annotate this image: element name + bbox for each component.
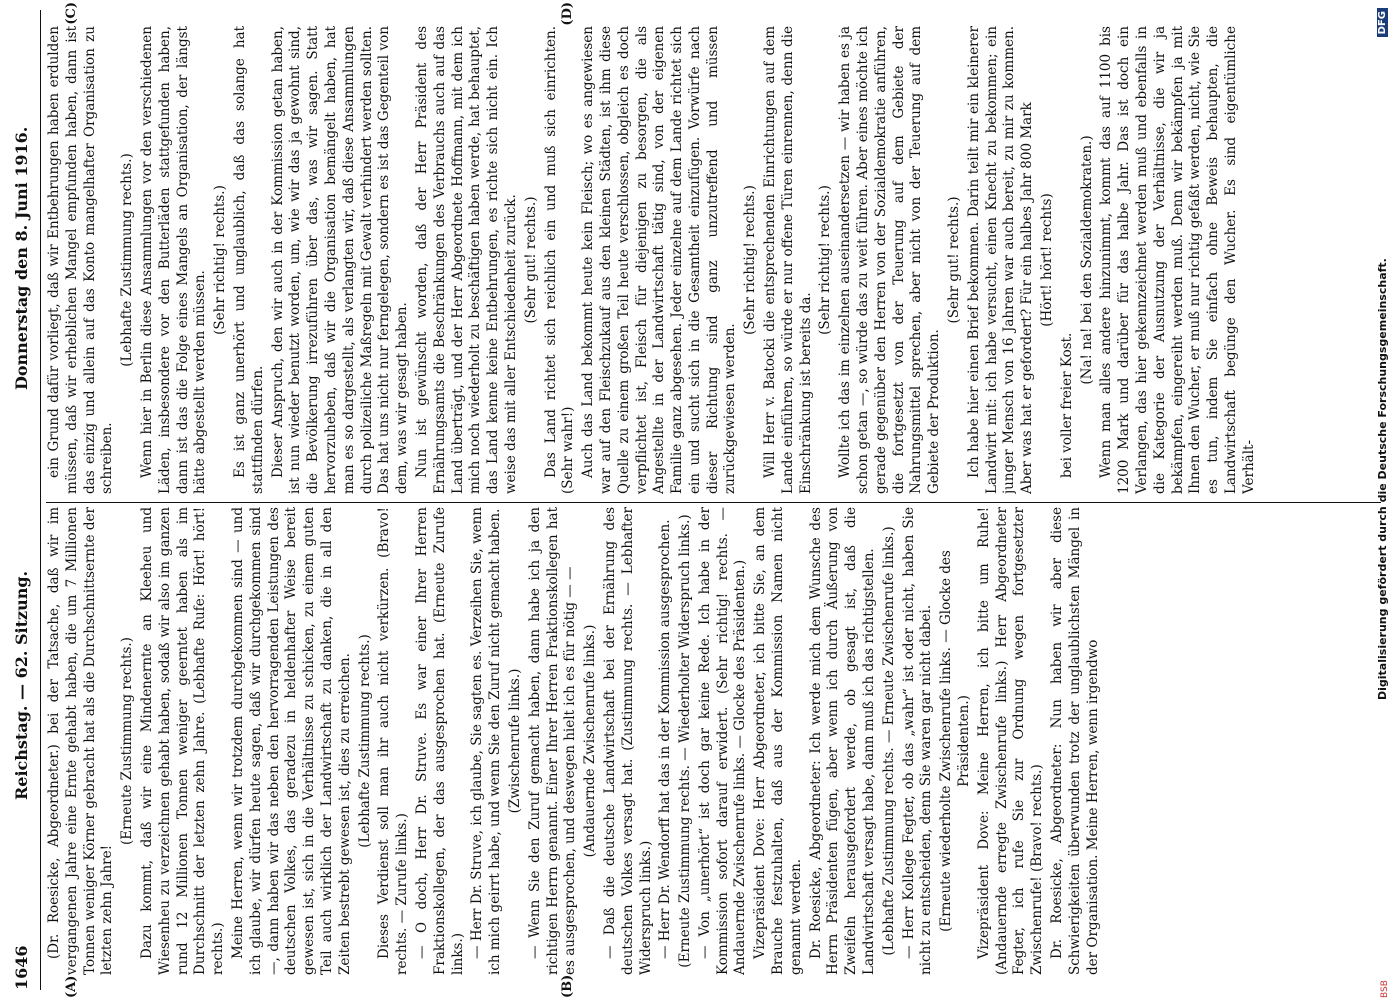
paragraph: (Andauernde Zwischenrufe links.) — [582, 624, 599, 858]
paragraph: (Erneute Zustimmung rechts.) — [119, 637, 136, 845]
page-header — [12, 10, 40, 990]
paragraph: Wenn hier in Berlin diese Ansammlungen vor den verschiedenen Läden, insbesondere vor den Butterläden stattgefunden haben, dann ist das die Folge eines Mangels an Organisation, der längst hätte abgestellt werden müssen. — [138, 26, 209, 494]
paragraph: Ich habe hier einen Brief bekommen. Darin teilt mir ein kleinerer Landwirt mit: ich habe versucht, einen Knecht zu bekommen; ein junger Mensch von 16 Jahren war auch bereit, zu mir zu kommen. Aber was hat er gefordert? Für ein halbes Jahr 800 Mark — [965, 26, 1036, 494]
digitization-note: Digitalisierung gefördert durch die Deutsche Forschungsgemeinschaft. — [1376, 258, 1389, 700]
paragraph: bei voller freier Kost. — [1058, 332, 1075, 478]
paragraph: (Lebhafte Zustimmung rechts.) — [119, 153, 136, 367]
page-number: 1646 — [12, 945, 31, 990]
paragraph: Dieser Anspruch, den wir auch in der Kommission getan haben, ist nun wieder benutzt worden, um, wie wir das ja gewohnt sind, die Bevölkerung irrezuführen über das, was wir sagen. Statt hervorzuheben, daß wir die Organisation bemängelt haben, hat man es so dargestellt, als verlangten wir, daß diese Ansammlungen durch polizeiliche Maßregeln mit Gewalt verhindert werden sollten. Das hat uns nicht nur ferngelegen, sondern es ist das Gegenteil von dem, was wir gesagt haben. — [269, 26, 411, 494]
paragraph: — Herr Dr. Struve, ich glaube, Sie sagten es. Verzeihen Sie, wenn ich mich geirrt habe, und wenn Sie den Zuruf nicht gemacht haben. — [469, 507, 504, 975]
paragraph: (Sehr richtig! rechts.) — [817, 185, 834, 335]
paragraph: (Sehr gut! rechts.) — [522, 196, 539, 324]
header-date: Donnerstag den 8. Juni 1916. — [12, 126, 31, 390]
text-column-left — [46, 507, 1381, 975]
margin-marker-a: (A) — [64, 975, 79, 998]
margin-marker-d: (D) — [560, 2, 575, 26]
paragraph: Vizepräsident Dove: Herr Abgeordneter, ich bitte Sie, an dem Brauche festzuhalten, daß aus der Kommission Namen nicht genannt werden. — [752, 507, 804, 975]
paragraph: Wenn man alles andere hinzunimmt, kommt das auf 1100 bis 1200 Mark und darüber für das halbe Jahr. Das ist doch ein Verlangen, das hier gekennzeichnet werden muß und ebenfalls in die Kategorie der Ausnutzung der Verhältnisse, die wir ja bekämpfen, eingereiht werden muß. Denn wir bekämpfen ja mit Ihnen den Wucher, er muß nur richtig gefaßt werden, nicht, wie Sie es tun, indem Sie einfach ohne Beweis behaupten, die Landwirtschaft begünge den Wucher. Es sind eigentümliche Verhält- — [1098, 26, 1257, 494]
paragraph: — Herr Kollege Fegter, ob das „wahr“ ist oder nicht, haben Sie nicht zu entscheiden, denn Sie waren gar nicht dabei. — [900, 507, 935, 975]
paragraph: Auch das Land bekommt heute kein Fleisch; wo es angewiesen war auf den Fleischzukauf aus den kleinen Städten, ist ihm diese Quelle zu einem großen Teil heute verschlossen, obgleich es doch verpflichtet ist, Fleisch für diejenigen zu besorgen, die als Angestellte in der Landwirtschaft tätig sind, von der eigenen Familie ganz abgesehen. Jeder einzelne auf dem Lande richtet sich ein und sucht sich in die Gesamtheit einzufügen. Vorwürfe nach dieser Richtung sind ganz unzutreffend und müssen zurückgewiesen werden. — [580, 26, 739, 494]
paragraph: (Lebhafte Zustimmung rechts. — Erneute Zwischenrufe links.) — [880, 526, 897, 956]
paragraph: (Na! na! bei den Sozialdemokraten.) — [1078, 135, 1095, 385]
paragraph: (Zwischenrufe links.) — [506, 668, 523, 814]
paragraph: Es ist ganz unerhört und unglaublich, daß das solange hat stattfinden dürfen. — [231, 26, 266, 494]
paragraph: Dr. Roesicke, Abgeordneter: Nun haben wir aber diese Schwierigkeiten überwunden trotz der unglaublichsten Mängel in der Organisation. Meine Herren, wenn irgendwo — [1049, 507, 1101, 975]
paragraph: (Erneute Zustimmung rechts. — Wiederholter Widerspruch links.) — [677, 514, 694, 968]
margin-marker-c: (C) — [64, 2, 79, 25]
margin-marker-b: (B) — [560, 974, 575, 998]
paragraph: Wollte ich das im einzelnen auseinandersetzen — wir haben es ja schon getan —, so würde das zu weit führen. Aber eines möchte ich gerade gegenüber den Herren von der Sozialdemokratie anführen, die fortgesetzt von der Teuerung auf dem Gebiete der Nahrungsmittel sprechen, aber nicht von der Teuerung auf dem Gebiete der Produktion. — [837, 26, 943, 494]
paragraph: Dazu kommt, daß wir eine Mindenernte an Kleeheu und Wiesenheu zu verzeichnen gehabt haben, sodaß wir also im ganzen rund 12 Millionen Tonnen weniger geerntet haben als im Durchschnitt der letzten zehn Jahre. (Lebhafte Rufe: Hört! hört! rechts.) — [138, 507, 227, 975]
paragraph: Meine Herren, wenn wir trotzdem durchgekommen sind — und ich glaube, wir dürfen heute sagen, daß wir durchgekommen sind —, dann haben wir das neben den hervorragenden Leistungen des deutschen Volkes, das geradezu in heldenhafter Weise bereit gewesen ist, sich in die Verhältnisse zu schicken, zu einem guten Teil auch wirklich der Landwirtschaft zu danken, die in all den Zeiten bestrebt gewesen ist, dies zu erreichen. — [229, 507, 353, 975]
paragraph: Dieses Verdienst soll man ihr auch nicht verkürzen. (Bravo! rechts. — Zurufe links.) — [376, 507, 411, 975]
paragraph: — Daß die deutsche Landwirtschaft bei der Ernährung des deutschen Volkes versagt hat. (Zustimmung rechts. — Lebhafter Widerspruch links.) — [601, 507, 654, 975]
paragraph: Vizepräsident Dove: Meine Herren, ich bitte um Ruhe! (Andauernde erregte Zwischenrufe links.) Herr Abgeordneter Fegter, ich rufe Sie zur Ordnung wegen fortgesetzter Zwischenrufe! (Bravo! rechts.) — [975, 507, 1046, 975]
paragraph: — Herr Dr. Wendorff hat das in der Kommission ausgesprochen. — [657, 519, 674, 959]
text-column-right — [46, 26, 1381, 494]
paragraph: — O doch, Herr Dr. Struve. Es war einer Ihrer Herren Fraktionskollegen, der das ausgesprochen hat. (Erneute Zurufe links.) — [413, 507, 466, 975]
paragraph: Dr. Roesicke, Abgeordneter: Ich werde mich dem Wunsche des Herrn Präsidenten fügen, aber wenn ich durch Äußerung von Zweifeln herausgefordert werde, ob gesagt ist, daß die Landwirtschaft versagt habe, dann muß ich das richtigstellen. — [807, 507, 878, 975]
paragraph: (Sehr gut! rechts.) — [946, 196, 963, 324]
paragraph: — Von „unerhört“ ist doch gar keine Rede. Ich habe in der Kommission sofort darauf erwidert. (Sehr richtig! rechts. — Andauernde Zwischenrufe links. — Glocke des Präsidenten.) — [696, 507, 749, 975]
dfg-logo: DFG — [1377, 8, 1388, 37]
digitization-footer — [1376, 0, 1394, 1000]
paragraph: (Hört! hört! rechts) — [1039, 193, 1056, 327]
paragraph: Das Land richtet sich reichlich ein und muß sich einrichten. (Sehr wahr!) — [542, 26, 577, 494]
paragraph: (Dr. Roesicke, Abgeordneter.) bei der Tatsache, daß wir im vergangenen Jahre eine Ernte gehabt haben, die um 7 Millionen Tonnen weniger Körner gebracht hat als die Durchschnittsernte der letzten zehn Jahre! — [46, 507, 116, 975]
paragraph: Nun ist gewünscht worden, daß der Herr Präsident des Ernährungsamts die Beschränkungen des Verbrauchs auch auf das Land überträgt, und der Herr Abgeordnete Hoffmann, mit dem ich mich noch wiederholt zu beschäftigen haben werde, hat behauptet, das Land kenne keine Entbehrungen, es richte sich nicht ein. Ich weise das mit aller Entschiedenheit zurück. — [413, 26, 519, 494]
paragraph: ein Grund dafür vorliegt, daß wir Entbehrungen haben erdulden müssen, daß wir erheblichen Mangel empfunden haben, dann ist das einzig und allein auf das Konto mangelhafter Organisation zu schreiben. — [46, 26, 116, 494]
bsb-mark: BSB — [1380, 980, 1390, 998]
header-session: Reichstag. — 62. Sitzung. — [12, 570, 31, 800]
paragraph: (Erneute wiederholte Zwischenrufe links. — Glocke des Präsidenten.) — [938, 550, 973, 932]
paragraph: (Lebhafte Zustimmung rechts.) — [356, 634, 373, 848]
paragraph: (Sehr richtig! rechts.) — [742, 185, 759, 335]
column-divider — [46, 502, 1381, 503]
paragraph: — Wenn Sie den Zuruf gemacht haben, dann habe ich ja den richtigen Herrn genannt. Einer Ihrer Herren Fraktionskollegen hat es ausgesprochen, und deswegen hielt ich es für nötig — — — [526, 507, 579, 975]
header-rule — [40, 10, 41, 990]
paragraph: Will Herr v. Batocki die entsprechenden Einrichtungen auf dem Lande einführen, so würde er nur offene Türen einrennen, denn die Einschränkung ist bereits da. — [762, 26, 814, 494]
paragraph: (Sehr richtig! rechts.) — [212, 185, 229, 335]
